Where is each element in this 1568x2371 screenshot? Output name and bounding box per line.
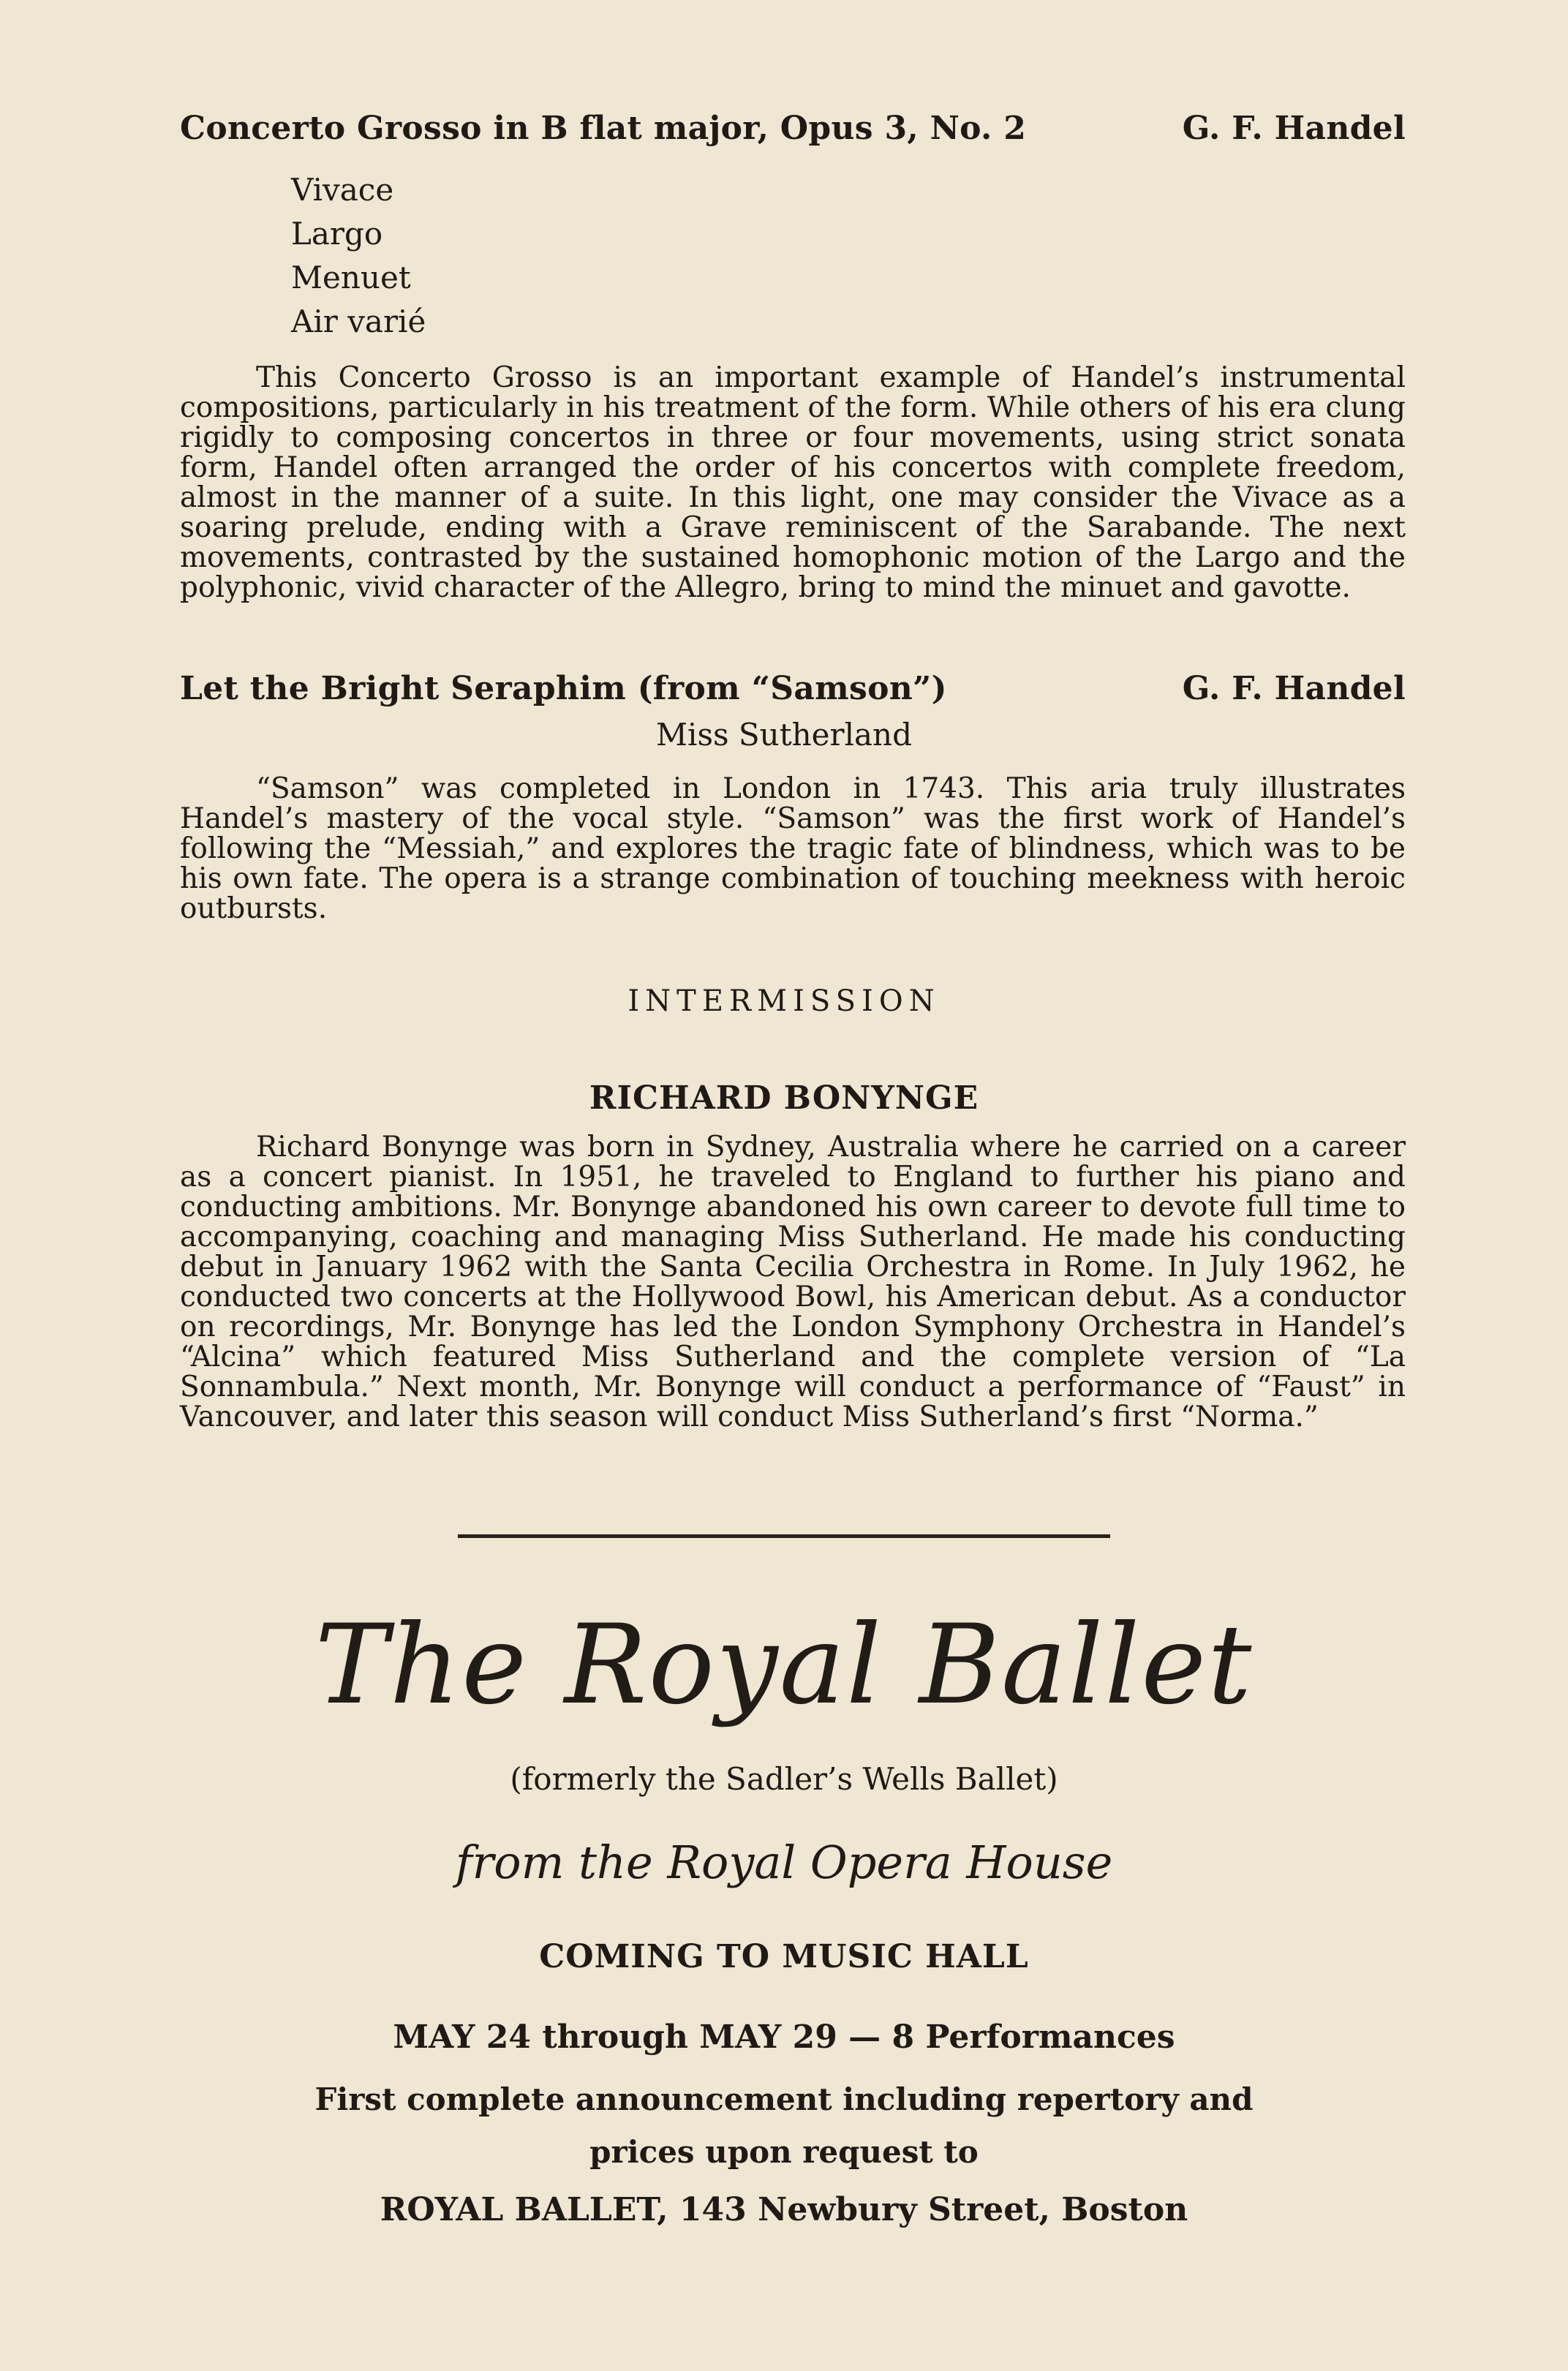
concerto-title: Concerto Grosso in B flat major, Opus 3, No. 2 <box>180 110 1027 147</box>
movement-item: Air varié <box>291 304 426 339</box>
concerto-note: This Concerto Grosso is an important example of Handel’s instrumental compositions, particularly in his treatment of the form. While others of his era clung rigidly to composing concertos in three or four movements, using strict sonata form, Handel often arranged the order of his concertos with complete freedom, almost in the manner of a suite. In this light, one may consider the Vivace as a soaring prelude, ending with a Grave reminiscent of the Sarabande. The next movements, contrasted by the sustained homophonic motion of the Largo and the polyphonic, vivid character of the Allegro, bring to mind the minuet and gavotte. <box>180 361 1406 604</box>
ad-coming: COMING TO MUSIC HALL <box>539 1938 1029 1975</box>
section-divider <box>458 1534 1110 1538</box>
bio-text: Richard Bonynge was born in Sydney, Australia where he carried on a career as a concert pianist. In 1951, he traveled to England to further his piano and conducting ambitions. Mr. Bonynge abandoned his own career to devote full time to accompanying, coaching and managing Miss Sutherland. He made his conducting debut in January 1962 with the Santa Cecilia Orchestra in Rome. In July 1962, he conducted two concerts at the Hollywood Bowl, his American debut. As a conductor on recordings, Mr. Bonynge has led the London Symphony Orchestra in Handel’s “Alcina” which featured Miss Sutherland and the complete version of “La Sonnambula.” Next month, Mr. Bonynge will conduct a performance of “Faust” in Vancouver, and later this season will conduct Miss Sutherland’s first “Norma.” <box>180 1131 1406 1433</box>
movement-item: Vivace <box>291 172 394 208</box>
aria-performer: Miss Sutherland <box>656 717 912 753</box>
bio-name: RICHARD BONYNGE <box>589 1079 979 1117</box>
aria-note: “Samson” was completed in London in 1743. This aria truly illustrates Handel’s mastery of the vocal style. “Samson” was the first work of Handel’s following the “Messiah,” and explores the tragic fate of blindness, which was to be his own fate. The opera is a strange combination of touching meekness with heroic outbursts. <box>180 772 1406 925</box>
aria-composer: G. F. Handel <box>1182 670 1406 707</box>
ad-announce-line2: prices upon request to <box>589 2134 979 2170</box>
intermission-label: INTERMISSION <box>627 984 941 1018</box>
ad-formerly: (formerly the Sadler’s Wells Ballet) <box>510 1761 1058 1797</box>
concerto-heading <box>180 110 1406 147</box>
aria-heading <box>180 670 1406 707</box>
ad-from: from the Royal Opera House <box>455 1836 1113 1889</box>
movement-item: Menuet <box>291 260 411 295</box>
ad-announce-line1: First complete announcement including repertory and <box>314 2081 1254 2117</box>
ad-address: ROYAL BALLET, 143 Newbury Street, Boston <box>380 2191 1188 2228</box>
aria-title: Let the Bright Seraphim (from “Samson”) <box>180 670 947 707</box>
ad-title: The Royal Ballet <box>314 1602 1254 1729</box>
movement-list <box>291 168 426 344</box>
movement-item: Largo <box>291 216 383 252</box>
ad-dates: MAY 24 through MAY 29 — 8 Performances <box>393 2018 1175 2056</box>
concerto-composer: G. F. Handel <box>1182 110 1406 147</box>
